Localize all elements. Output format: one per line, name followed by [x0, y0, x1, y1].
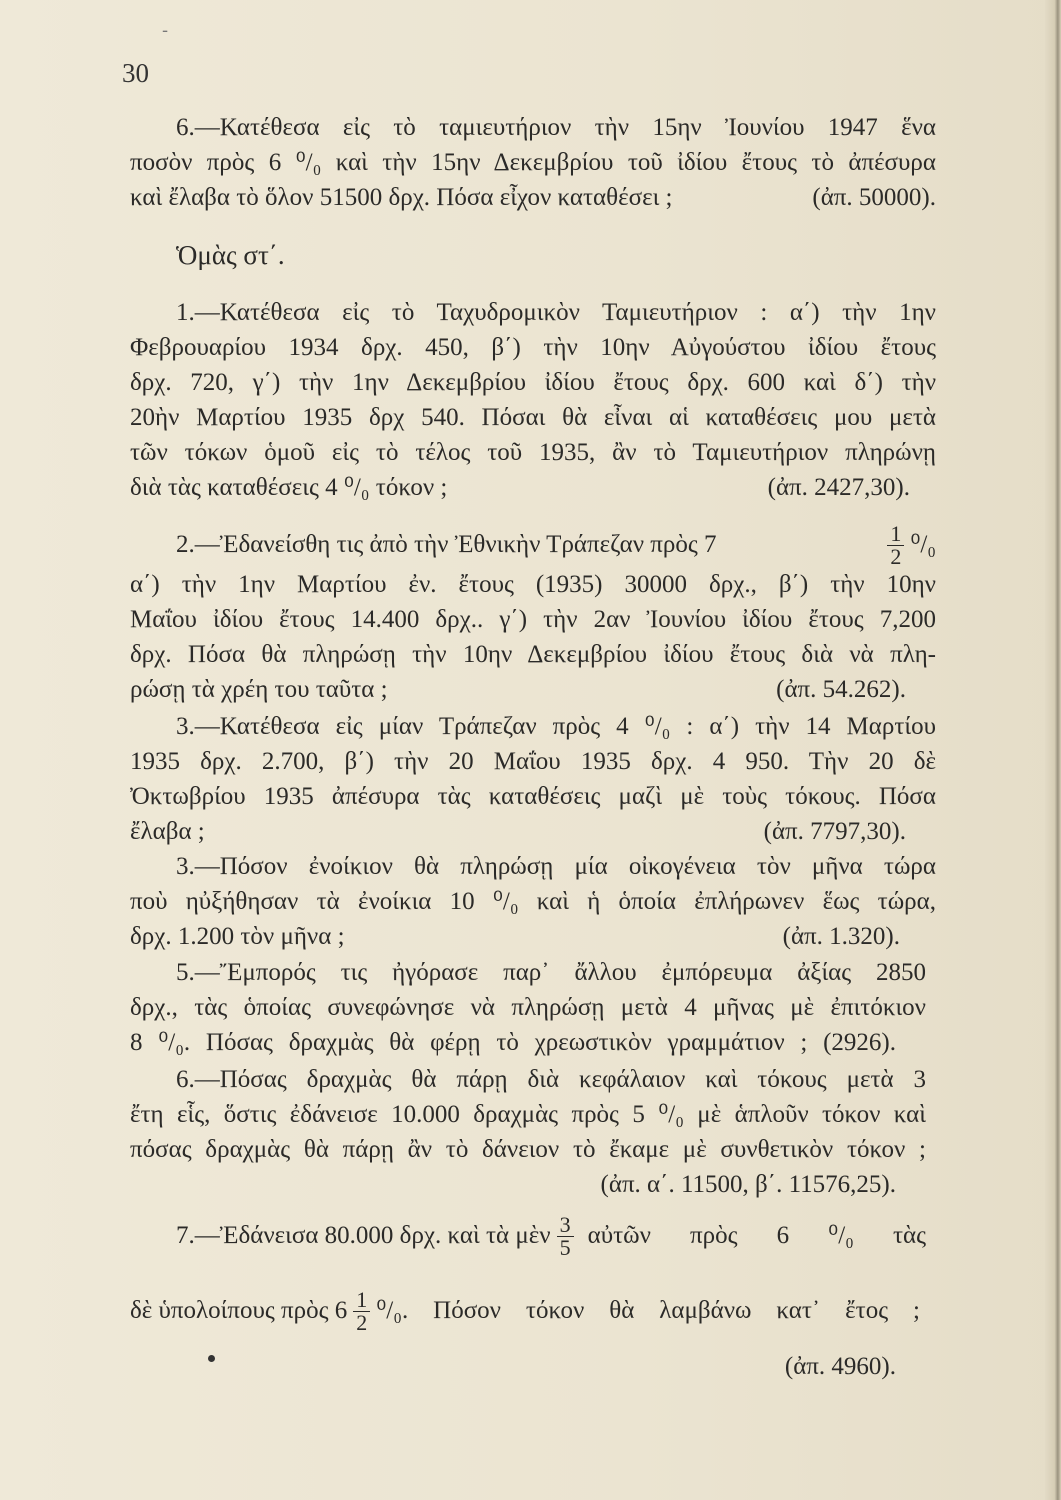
q7-fraction-2-denominator: 2: [356, 1309, 368, 1335]
q1-line-2: Φεβρουαρίου 1934 δρχ. 450, β΄) τὴν 10ην Αὐγούστου ἰδίου ἔτους: [130, 334, 936, 361]
pencil-mark: -: [162, 20, 169, 41]
q1-line-4: 20ὴν Μαρτίου 1935 δρχ 540. Πόσαι θὰ εἶναι αἱ καταθέσεις μου μετὰ: [130, 404, 936, 431]
page-binding-edge: [1045, 0, 1061, 1500]
group-heading: Ὁμὰς στ΄.: [176, 240, 285, 270]
q2-fraction-numerator: 1: [887, 523, 904, 546]
page-number: 30: [122, 58, 149, 88]
q5-line-2: δρχ., τὰς ὁποίας συνεφώνησε νὰ πληρώσῃ μετὰ 4 μῆνας μὲ ἐπιτόκιον: [130, 994, 926, 1021]
q2-percent-sign: ⁰/₀: [910, 531, 936, 558]
q7-fraction-1: [557, 1211, 574, 1260]
q3a-line-3: Ὀκτωβρίου 1935 ἀπέσυρα τὰς καταθέσεις μαζὶ μὲ τοὺς τόκους. Πόσα: [130, 783, 936, 810]
q7-line-1-text: 7.—Ἐδάνεισα 80.000 δρχ. καὶ τὰ μὲν: [176, 1222, 551, 1249]
q6-line-2: ἔτη εἷς, ὅστις ἐδάνεισε 10.000 δραχμὰς πρὸς 5 ⁰/₀ μὲ ἁπλοῦν τόκον καὶ: [130, 1101, 926, 1128]
q2-line-1-text: 2.—Ἐδανείσθη τις ἀπὸ τὴν Ἐθνικὴν Τράπεζαν πρὸς 7: [176, 531, 717, 558]
q2-answer: (ἀπ. 54.262).: [776, 676, 906, 703]
q1-line-5: τῶν τόκων ὁμοῦ εἰς τὸ τέλος τοῦ 1935, ἂν τὸ Ταμιευτήριον πληρώνῃ: [130, 439, 936, 466]
q7-fraction-1-denominator: 5: [559, 1234, 571, 1260]
q1-line-3: δρχ. 720, γ΄) τὴν 1ην Δεκεμβρίου ἰδίου ἔτους δρχ. 600 καὶ δ΄) τὴν: [130, 369, 936, 396]
q3b-answer: (ἀπ. 1.320).: [782, 923, 900, 950]
p6-line-1: 6.—Κατέθεσα εἰς τὸ ταμιευτήριον τὴν 15ην Ἰουνίου 1947 ἕνα: [176, 114, 936, 141]
q1-line-6: διὰ τὰς καταθέσεις 4 ⁰/₀ τόκον ;: [130, 474, 448, 501]
q7-answer: (ἀπ. 4960).: [784, 1353, 896, 1380]
q1-line-1: 1.—Κατέθεσα εἰς τὸ Ταχυδρομικὸν Ταμιευτήριον : α΄) τὴν 1ην: [176, 299, 936, 326]
q3a-line-2: 1935 δρχ. 2.700, β΄) τὴν 20 Μαΐου 1935 δρχ. 4 950. Τὴν 20 δὲ: [130, 748, 936, 775]
q5-line-3: 8 ⁰/₀. Πόσας δραχμὰς θὰ φέρῃ τὸ χρεωστικὸν γραμμάτιον ; (2926).: [130, 1029, 896, 1056]
q3b-line-2: ποὺ ηὐξήθησαν τὰ ἐνοίκια 10 ⁰/₀ καὶ ἡ ὁποία ἐπλήρωνεν ἕως τώρα,: [130, 888, 936, 915]
ink-dot: [208, 1355, 215, 1362]
q2-fraction: [887, 520, 904, 569]
q1-answer: (ἀπ. 2427,30).: [767, 474, 910, 501]
q2-line-5: ρώσῃ τὰ χρέη του ταῦτα ;: [130, 676, 388, 703]
q6-answer: (ἀπ. α΄. 11500, β΄. 11576,25).: [600, 1171, 896, 1198]
q3b-line-3: δρχ. 1.200 τὸν μῆνα ;: [130, 923, 345, 950]
q2-line-4: δρχ. Πόσα θὰ πληρώσῃ τὴν 10ην Δεκεμβρίου ἰδίου ἔτους διὰ νὰ πλη-: [130, 641, 936, 668]
q2-fraction-denominator: 2: [890, 543, 902, 569]
q3a-line-4: ἔλαβα ;: [130, 818, 205, 845]
q7-line-1: [176, 1208, 926, 1264]
q3b-line-1: 3.—Πόσον ἐνοίκιον θὰ πληρώσῃ μία οἰκογένεια τὸν μῆνα τώρα: [176, 853, 936, 880]
q7-fraction-1-numerator: 3: [557, 1214, 574, 1237]
q7-line-1-rest: αὐτῶν πρὸς 6 ⁰/₀ τὰς: [587, 1222, 926, 1249]
q6-line-3: πόσας δραχμὰς θὰ πάρῃ ἂν τὸ δάνειον τὸ ἔκαμε μὲ συνθετικὸν τόκον ;: [130, 1136, 926, 1163]
p6-line-2: ποσὸν πρὸς 6 ⁰/₀ καὶ τὴν 15ην Δεκεμβρίου τοῦ ἰδίου ἔτους τὸ ἀπέσυρα: [130, 149, 936, 176]
q7-line-2: [130, 1283, 920, 1339]
q3a-answer: (ἀπ. 7797,30).: [763, 818, 906, 845]
q7-line-2-rest: ⁰/₀. Πόσον τόκον θὰ λαμβάνω κατ᾽ ἔτος ;: [376, 1297, 920, 1324]
q3a-line-1: 3.—Κατέθεσα εἰς μίαν Τράπεζαν πρὸς 4 ⁰/₀ : α΄) τὴν 14 Μαρτίου: [176, 713, 936, 740]
q7-line-2-text: δὲ ὑπολοίπους πρὸς 6: [130, 1297, 348, 1324]
q7-fraction-2: [353, 1286, 370, 1335]
q2-line-1: [176, 520, 936, 570]
q5-line-1: 5.—Ἔμπορός τις ἠγόρασε παρ᾽ ἄλλου ἐμπόρευμα ἀξίας 2850: [176, 959, 926, 986]
q7-fraction-2-numerator: 1: [353, 1289, 370, 1312]
p6-answer: (ἀπ. 50000).: [812, 184, 936, 211]
p6-line-3: καὶ ἔλαβα τὸ ὅλον 51500 δρχ. Πόσα εἶχον καταθέσει ;: [130, 184, 673, 211]
q6-line-1: 6.—Πόσας δραχμὰς θὰ πάρῃ διὰ κεφάλαιον καὶ τόκους μετὰ 3: [176, 1066, 926, 1093]
q2-line-3: Μαΐου ἰδίου ἔτους 14.400 δρχ.. γ΄) τὴν 2αν Ἰουνίου ἰδίου ἔτους 7,200: [130, 606, 936, 633]
q2-line-2: α΄) τὴν 1ην Μαρτίου ἐν. ἔτους (1935) 30000 δρχ., β΄) τὴν 10ην: [130, 571, 936, 598]
